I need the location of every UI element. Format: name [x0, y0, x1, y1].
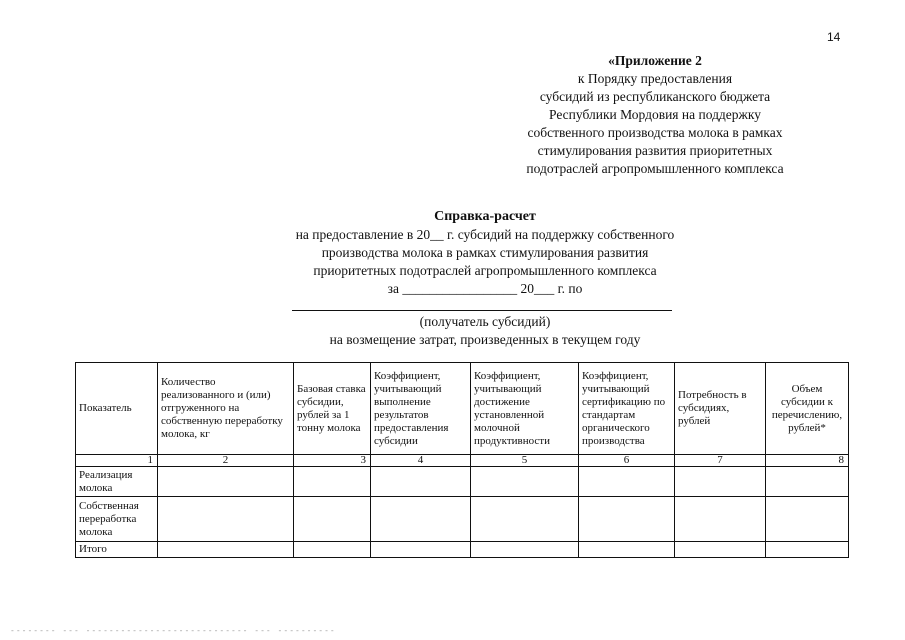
page-number: 14	[827, 30, 841, 44]
table-row	[76, 542, 849, 558]
header-cell: Базовая ставка субсидии, рублей за 1 тонну молока	[294, 363, 371, 455]
table-cell	[294, 467, 371, 497]
column-number: 1	[76, 455, 158, 467]
column-number: 7	[675, 455, 766, 467]
table-row	[76, 467, 849, 497]
table-cell	[294, 497, 371, 542]
column-number-row	[76, 455, 849, 467]
table-cell	[371, 542, 471, 558]
appendix-title: «Приложение 2	[608, 53, 702, 68]
appendix-line: к Порядку предоставления	[577, 71, 733, 86]
header-cell: Показатель	[76, 363, 158, 455]
table-cell	[158, 497, 294, 542]
recipient-block	[130, 313, 840, 349]
appendix-line: субсидий из республиканского бюджета	[539, 89, 771, 104]
column-number: 2	[158, 455, 294, 467]
header-cell: Потребность в субсидиях, рублей	[675, 363, 766, 455]
table-cell	[766, 542, 849, 558]
header-cell: Коэффициент, учитывающий сертификацию по стандартам органического производства	[579, 363, 675, 455]
header-cell: Объем субсидии к перечислению, рублей*	[766, 363, 849, 455]
period-line: за _________________ 20___ г. по	[387, 281, 583, 296]
table-cell	[371, 467, 471, 497]
column-number: 5	[471, 455, 579, 467]
table-cell	[294, 542, 371, 558]
recipient-underline	[292, 310, 672, 311]
header-cell: Коэффициент, учитывающий достижение установленной молочной продуктивности	[471, 363, 579, 455]
header-cell: Количество реализованного и (или) отгруженного на собственную переработку молока, кг	[158, 363, 294, 455]
title-line: производства молока в рамках стимулирования развития	[321, 245, 649, 260]
column-number: 4	[371, 455, 471, 467]
appendix-line: подотраслей агропромышленного комплекса	[526, 161, 784, 176]
calculation-table	[75, 362, 849, 558]
scan-artifact-footer: -------- --- ---------------------------- --- ----------	[10, 626, 336, 635]
appendix-line: Республики Мордовия на поддержку	[549, 107, 761, 122]
row-label: Собственная переработка молока	[76, 497, 158, 542]
table-cell	[158, 467, 294, 497]
table-row	[76, 497, 849, 542]
appendix-line: стимулирования развития приоритетных	[537, 143, 773, 158]
table-cell	[579, 542, 675, 558]
table-cell	[471, 542, 579, 558]
table-cell	[371, 497, 471, 542]
table-cell	[766, 497, 849, 542]
table-cell	[471, 467, 579, 497]
column-number: 6	[579, 455, 675, 467]
document-title: Справка-расчет	[434, 209, 536, 224]
row-label: Итого	[76, 542, 158, 558]
table-cell	[675, 497, 766, 542]
table-cell	[766, 467, 849, 497]
appendix-block	[490, 52, 820, 178]
table-cell	[158, 542, 294, 558]
table-cell	[675, 467, 766, 497]
table-cell	[579, 467, 675, 497]
table-cell	[675, 542, 766, 558]
title-line: приоритетных подотраслей агропромышленного комплекса	[313, 263, 657, 278]
document-heading	[130, 208, 840, 298]
table-header-row	[76, 363, 849, 455]
column-number: 3	[294, 455, 371, 467]
row-label: Реализация молока	[76, 467, 158, 497]
appendix-line: собственного производства молока в рамках	[527, 125, 783, 140]
title-line: на предоставление в 20__ г. субсидий на поддержку собственного	[295, 227, 675, 242]
purpose-line: на возмещение затрат, произведенных в текущем году	[329, 332, 641, 347]
table-cell	[579, 497, 675, 542]
column-number: 8	[766, 455, 849, 467]
header-cell: Коэффициент, учитывающий выполнение результатов предоставления субсидии	[371, 363, 471, 455]
recipient-caption: (получатель субсидий)	[419, 314, 551, 329]
table-cell	[471, 497, 579, 542]
